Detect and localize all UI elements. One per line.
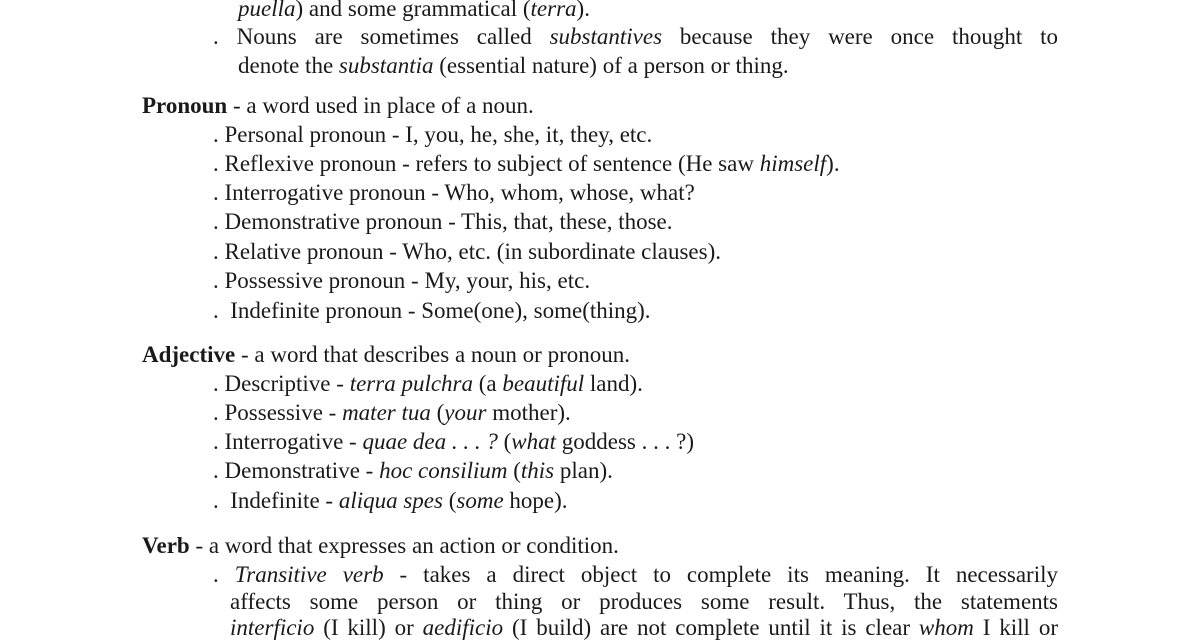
italic-text: puella: [238, 0, 296, 21]
text-line: [213, 208, 673, 236]
text-line: [213, 561, 1058, 589]
text-segment: . Indefinite -: [213, 488, 339, 513]
text-segment: (essential nature) of a person or thing.: [433, 53, 789, 78]
term-heading: Pronoun: [142, 93, 228, 118]
text-segment: . Descriptive -: [213, 371, 350, 396]
text-line: [213, 457, 613, 485]
text-segment: affects some person or thing or produces some result. Thus, the statements: [230, 589, 1058, 614]
text-segment: denote the: [238, 53, 339, 78]
text-segment: ).: [826, 151, 840, 176]
text-segment: (I build) are not complete until it is clear: [503, 615, 919, 640]
italic-text: himself: [759, 151, 827, 176]
italic-text: your: [444, 400, 487, 425]
text-segment: . Demonstrative pronoun - This, that, these, those.: [213, 209, 673, 234]
text-line: [230, 614, 1058, 642]
italic-text: beautiful: [502, 371, 585, 396]
text-segment: - a word that describes a noun or pronoun.: [235, 342, 630, 367]
text-segment: (I kill) or: [314, 615, 423, 640]
text-line: [142, 532, 619, 560]
text-segment: ).: [576, 0, 590, 21]
text-line: [213, 370, 643, 398]
italic-text: hoc consilium: [379, 458, 508, 483]
text-line: [213, 399, 571, 427]
text-line: [213, 23, 1058, 51]
text-segment: mother).: [486, 400, 571, 425]
term-heading: Verb: [142, 533, 190, 558]
italic-text: substantia: [338, 53, 434, 78]
text-line: [142, 92, 534, 120]
italic-text: quae dea . . . ?: [362, 429, 498, 454]
text-segment: . Possessive pronoun - My, your, his, etc.: [213, 268, 591, 293]
text-line: [213, 179, 695, 207]
text-segment: (: [497, 429, 512, 454]
term-heading: Adjective: [142, 342, 236, 367]
italic-text: aedificio: [422, 615, 504, 640]
text-line: [142, 341, 630, 369]
text-line: [213, 238, 721, 266]
text-line: [213, 487, 568, 515]
italic-text: terra: [530, 0, 577, 21]
text-segment: . Interrogative -: [213, 429, 363, 454]
text-segment: goddess . . . ?): [556, 429, 694, 454]
text-segment: (: [442, 488, 457, 513]
text-line: [213, 297, 651, 325]
text-line: [238, 0, 590, 23]
text-segment: - a word that expresses an action or condition.: [189, 533, 619, 558]
italic-text: interficio: [230, 615, 315, 640]
text-line: [230, 588, 1058, 616]
italic-text: what: [511, 429, 557, 454]
italic-text: mater tua: [342, 400, 431, 425]
text-segment: I kill or: [973, 615, 1058, 640]
text-segment: (: [430, 400, 445, 425]
text-segment: plan).: [554, 458, 613, 483]
text-line: [213, 150, 840, 178]
text-segment: (: [507, 458, 521, 483]
text-segment: . Indefinite pronoun - Some(one), some(thing).: [213, 298, 651, 323]
text-segment: land).: [584, 371, 643, 396]
italic-text: some: [456, 488, 504, 513]
text-segment: because they were once thought to: [662, 24, 1058, 49]
italic-text: terra pulchra: [349, 371, 473, 396]
text-line: [213, 428, 694, 456]
text-segment: . Nouns are sometimes called: [213, 24, 550, 49]
text-segment: ) and some grammatical (: [295, 0, 531, 21]
text-segment: .: [213, 562, 235, 587]
text-segment: . Reflexive pronoun - refers to subject of sentence (He saw: [213, 151, 760, 176]
italic-text: whom: [918, 615, 974, 640]
text-segment: (a: [473, 371, 503, 396]
text-line: [213, 267, 590, 295]
text-segment: . Personal pronoun - I, you, he, she, it, they, etc.: [213, 122, 653, 147]
italic-text: Transitive verb: [234, 562, 384, 587]
italic-text: aliqua spes: [338, 488, 443, 513]
italic-text: substantives: [549, 24, 663, 49]
text-segment: - takes a direct object to complete its meaning. It necessarily: [383, 562, 1058, 587]
text-segment: . Demonstrative -: [213, 458, 380, 483]
text-segment: . Relative pronoun - Who, etc. (in subordinate clauses).: [213, 239, 721, 264]
italic-text: this: [520, 458, 555, 483]
text-segment: . Interrogative pronoun - Who, whom, whose, what?: [213, 180, 695, 205]
text-segment: . Possessive -: [213, 400, 343, 425]
text-line: [213, 121, 652, 149]
text-segment: hope).: [503, 488, 568, 513]
text-segment: - a word used in place of a noun.: [227, 93, 534, 118]
text-line: [238, 52, 789, 80]
